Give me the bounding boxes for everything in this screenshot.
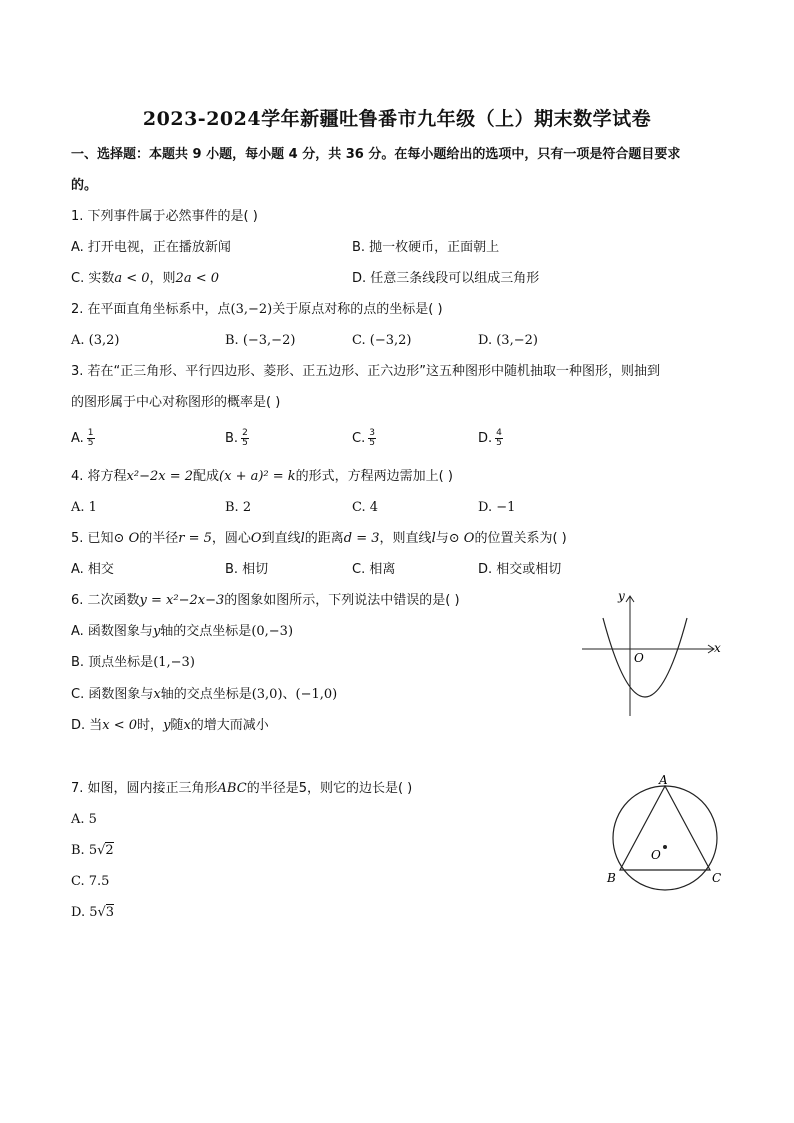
- stem-text: 的距离: [304, 531, 344, 546]
- radicand: 2: [105, 843, 114, 858]
- point-coord: (3,0): [251, 687, 283, 702]
- center-label: O: [651, 848, 661, 862]
- stem-text: 配成: [193, 469, 220, 484]
- question-6-option-b: [71, 654, 195, 672]
- math-expr: r = 5: [178, 531, 212, 546]
- question-4-option-a: A. 1: [71, 500, 97, 515]
- math-var: y: [163, 718, 171, 733]
- numerator: 4: [496, 428, 502, 438]
- question-5-option-c: C. 相离: [352, 562, 396, 577]
- question-5-option-a: A. 相交: [71, 562, 114, 577]
- question-1-stem: 1. 下列事件属于必然事件的是( ): [71, 209, 258, 224]
- option-c-text: C. 实数: [71, 271, 115, 286]
- stem-text: 的形式，方程两边需加上( ): [295, 469, 453, 484]
- option-text: 轴的交点坐标是: [160, 624, 252, 639]
- math-expr: O: [250, 531, 262, 546]
- section-1-instructions: 一、选择题：本题共 9 小题，每小题 4 分，共 36 分。在每小题给出的选项中，只有一项是符合题目要求: [71, 147, 681, 162]
- section-1-instructions-cont: 的。: [71, 178, 98, 193]
- math-expr: 2a < 0: [175, 271, 219, 286]
- option-text: D. 当: [71, 718, 103, 733]
- circle-o: ⊙ O: [448, 531, 475, 546]
- option-text: 时，: [137, 718, 164, 733]
- option-text: A. 函数图象与: [71, 624, 153, 639]
- question-3-stem-cont: 的图形属于中心对称图形的概率是( ): [71, 395, 281, 410]
- question-5-stem: [71, 530, 567, 548]
- question-1-option-d: D. 任意三条线段可以组成三角形: [352, 271, 540, 286]
- option-label: A.: [71, 431, 84, 446]
- y-axis-label: y: [618, 589, 625, 603]
- stem-text: 4. 将方程: [71, 469, 127, 484]
- numerator: 2: [242, 428, 248, 438]
- math-var: x: [183, 718, 191, 733]
- question-3-option-c: [352, 429, 376, 448]
- stem-text: 7. 如图，圆内接正三角形: [71, 781, 218, 796]
- fraction: [241, 429, 249, 448]
- stem-text: 与: [435, 531, 449, 546]
- question-2-option-b: B. (−3,−2): [225, 333, 296, 348]
- question-5-option-b: B. 相切: [225, 562, 269, 577]
- option-text: 轴的交点坐标是: [160, 687, 252, 702]
- question-2-option-a: A. (3,2): [71, 333, 120, 348]
- question-7-option-a: A. 5: [71, 812, 97, 827]
- numerator: 3: [369, 428, 375, 438]
- math-var: x: [153, 687, 161, 702]
- stem-text: 的图象如图所示，下列说法中错误的是( ): [224, 593, 460, 608]
- option-label: B.: [225, 431, 239, 446]
- stem-text: ，则直线: [379, 531, 432, 546]
- question-4-option-c: C. 4: [352, 500, 379, 515]
- question-1-option-b: B. 抛一枚硬币，正面朝上: [352, 240, 500, 255]
- math-expr: l: [300, 531, 305, 546]
- point-coord: (0,−3): [251, 624, 294, 639]
- math-expr: a < 0: [114, 271, 150, 286]
- stem-text: 的半径: [139, 531, 179, 546]
- denominator: 5: [242, 438, 248, 448]
- option-text: D. 5: [71, 905, 98, 920]
- math-var: y: [152, 624, 161, 639]
- stem-text: 的半径是5，则它的边长是( ): [246, 781, 413, 796]
- stem-text: ，圆心: [211, 531, 251, 546]
- question-4-stem: [71, 468, 453, 486]
- fraction: [495, 429, 503, 448]
- vertex-a-label: A: [659, 774, 668, 787]
- option-label: D.: [478, 431, 493, 446]
- denominator: 5: [87, 438, 94, 448]
- question-5-option-d: D. 相交或相切: [478, 562, 562, 577]
- radicand: 3: [105, 905, 115, 920]
- question-4-option-d: D. −1: [478, 500, 516, 515]
- option-label: C.: [352, 431, 366, 446]
- circle-o: ⊙ O: [113, 531, 140, 546]
- math-expr: x < 0: [102, 718, 138, 733]
- denominator: 5: [369, 438, 375, 448]
- stem-text: 的位置关系为( ): [474, 531, 567, 546]
- numerator: 1: [87, 428, 94, 438]
- question-6-stem: [71, 592, 460, 610]
- point-coord: (−1,0): [295, 687, 338, 702]
- question-3-stem: 3. 若在“正三角形、平行四边形、菱形、正五边形、正六边形”这五种图形中随机抽取一种图形，则抽到: [71, 364, 661, 379]
- circumcircle: [613, 786, 717, 890]
- question-1-option-c: [71, 270, 219, 288]
- center-point: [663, 845, 667, 849]
- parabola-curve: [603, 618, 687, 697]
- question-6-option-d: [71, 717, 269, 735]
- stem-text: 5. 已知: [71, 531, 114, 546]
- question-3-option-d: [478, 429, 503, 448]
- stem-text: 6. 二次函数: [71, 593, 140, 608]
- question-7-option-d: [71, 904, 114, 922]
- math-expr: l: [431, 531, 436, 546]
- option-text: 的增大而减小: [190, 718, 269, 733]
- vertex-b-label: B: [607, 871, 616, 885]
- question-3-option-a: [71, 429, 95, 448]
- separator: 、: [282, 687, 296, 702]
- stem-text: 到直线: [261, 531, 301, 546]
- equilateral-triangle: [620, 786, 710, 870]
- sqrt-sign: √: [97, 843, 106, 858]
- page-title: 2023-2024学年新疆吐鲁番市九年级（上）期末数学试卷: [142, 108, 652, 130]
- option-text: B. 5: [71, 843, 98, 858]
- question-6-option-a: [71, 623, 293, 641]
- point-coord: (1,−3): [153, 655, 195, 670]
- parabola-graph-figure: [578, 588, 728, 720]
- equation: x²−2x = 2: [126, 469, 194, 484]
- question-3-option-b: [225, 429, 249, 448]
- equation: (x + a)² = k: [219, 469, 296, 484]
- point-coord: (3,−2): [230, 302, 273, 317]
- fraction: [368, 429, 376, 448]
- question-2-option-c: C. (−3,2): [352, 333, 412, 348]
- option-c-text: ，则: [149, 271, 176, 286]
- question-7-option-c: C. 7.5: [71, 874, 110, 889]
- question-2-stem: [71, 301, 443, 319]
- inscribed-triangle-figure: [600, 774, 730, 892]
- question-2-option-d: D. (3,−2): [478, 333, 538, 348]
- denominator: 5: [496, 438, 502, 448]
- question-1-option-a: A. 打开电视，正在播放新闻: [71, 240, 231, 255]
- stem-text: 2. 在平面直角坐标系中，点: [71, 302, 231, 317]
- question-6-option-c: [71, 686, 337, 704]
- option-text: C. 函数图象与: [71, 687, 154, 702]
- sqrt-sign: √: [97, 905, 106, 920]
- origin-label: O: [634, 651, 644, 665]
- question-7-option-b: [71, 842, 114, 860]
- option-text: B. 顶点坐标是: [71, 655, 154, 670]
- stem-text: 关于原点对称的点的坐标是( ): [272, 302, 443, 317]
- triangle-name: ABC: [217, 781, 247, 796]
- x-axis-label: x: [714, 641, 721, 655]
- question-4-option-b: B. 2: [225, 500, 252, 515]
- math-expr: d = 3: [343, 531, 380, 546]
- question-7-stem: [71, 780, 412, 798]
- option-text: 随: [170, 718, 184, 733]
- fraction: [87, 429, 95, 448]
- vertex-c-label: C: [712, 871, 722, 885]
- equation: y = x²−2x−3: [139, 593, 225, 608]
